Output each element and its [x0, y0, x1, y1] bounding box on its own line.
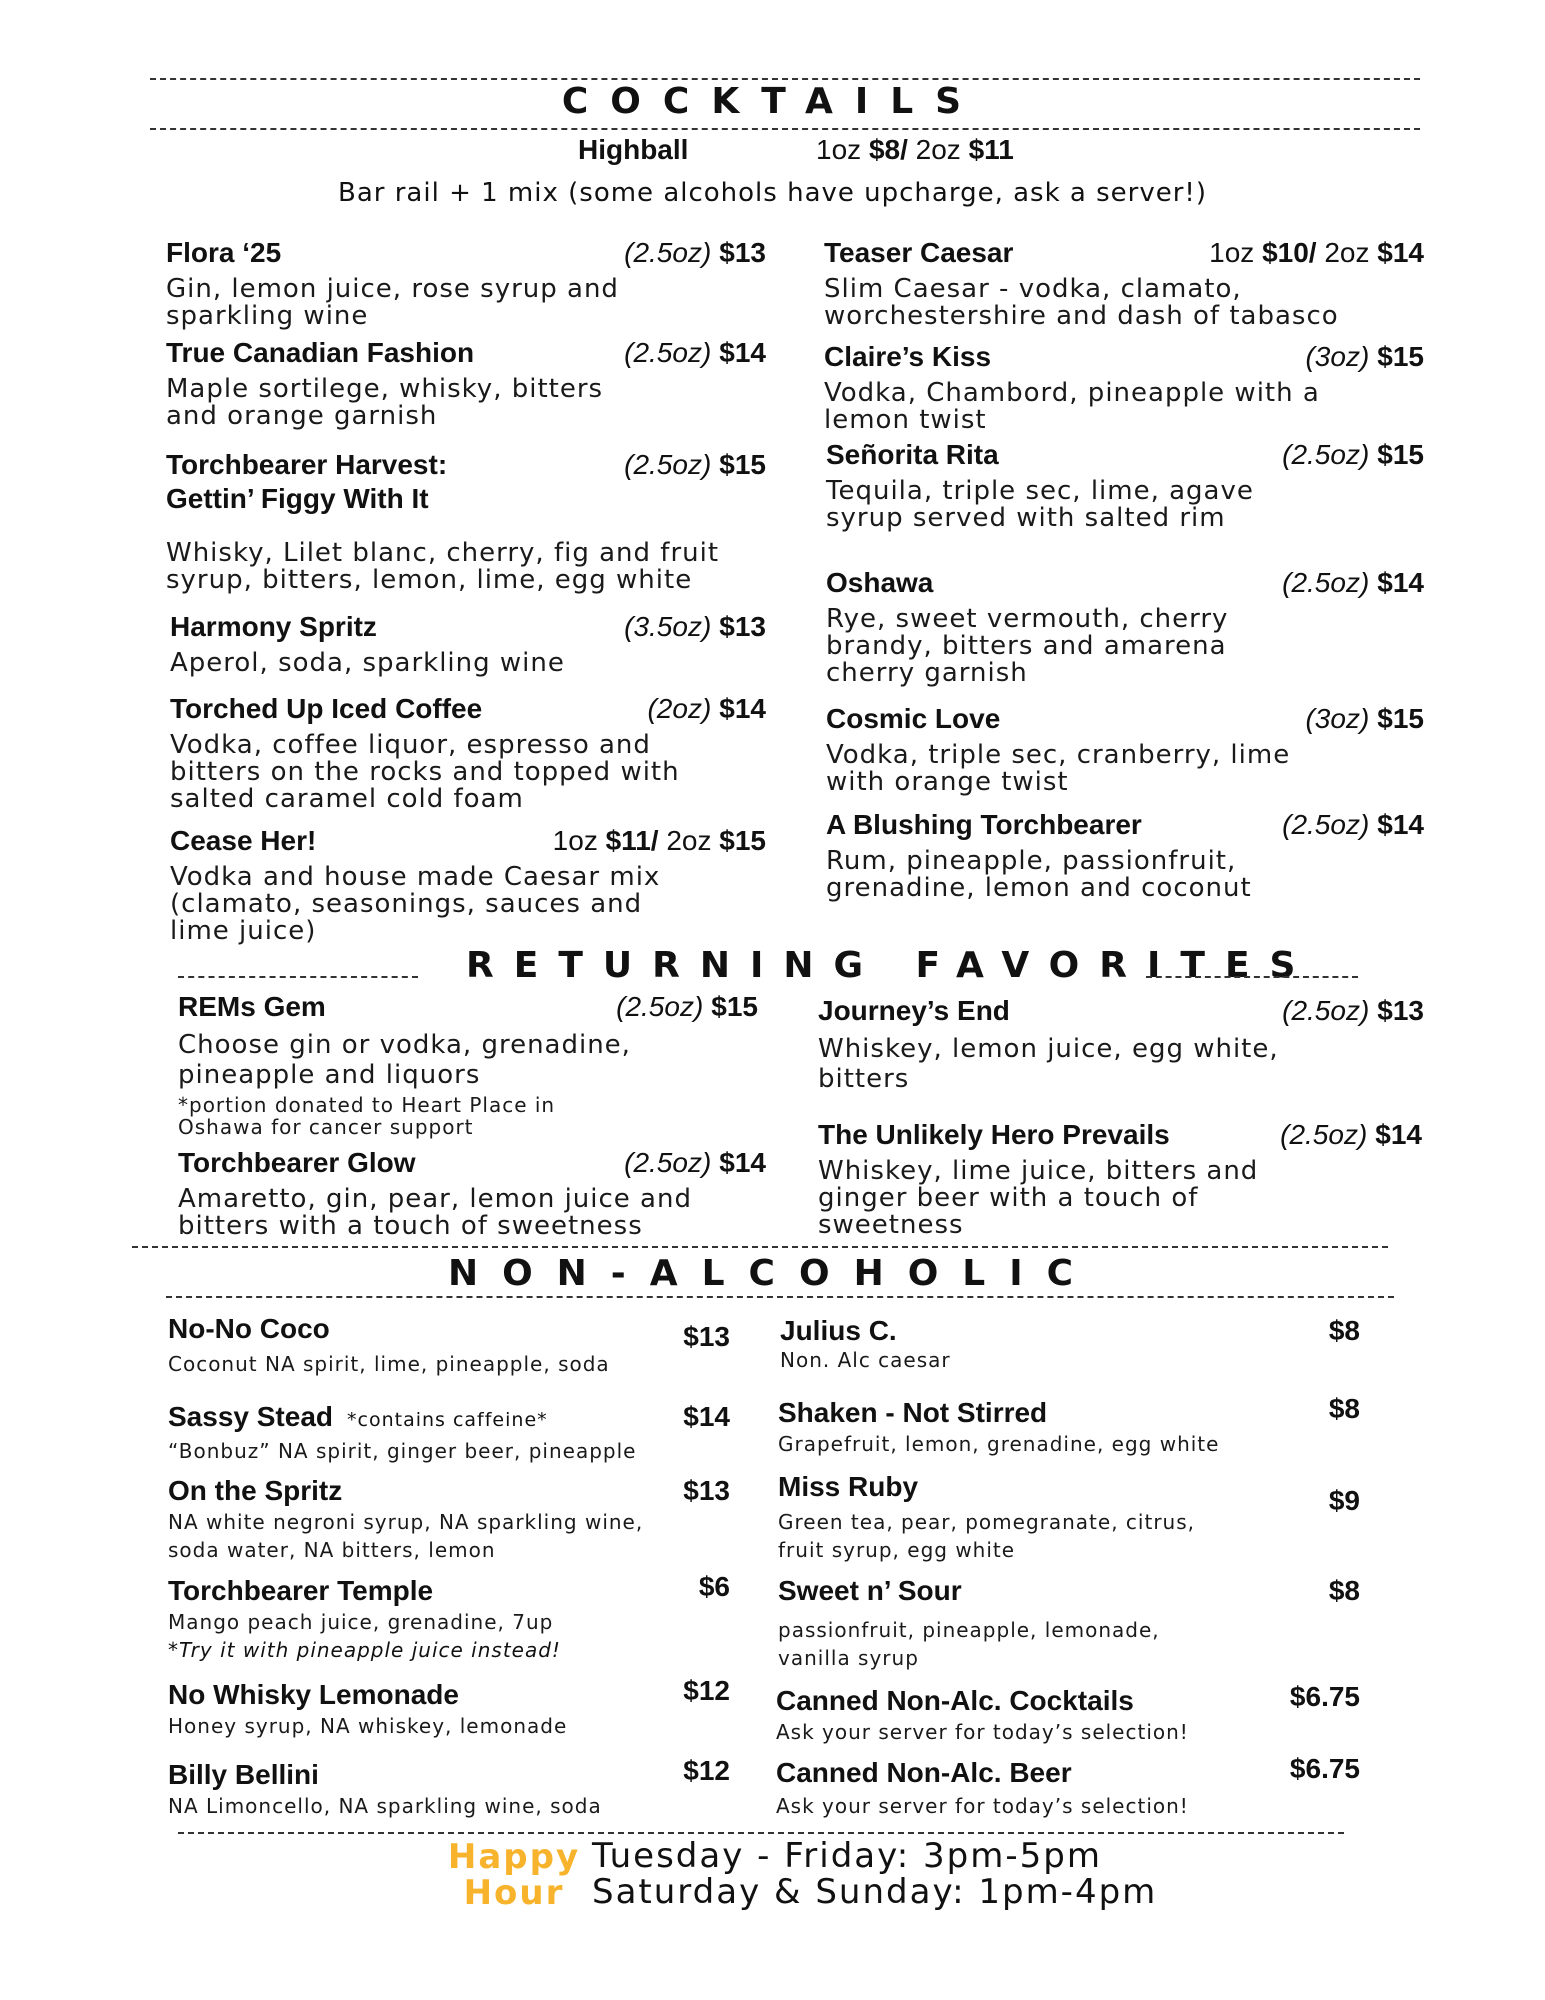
- price-size: (3oz): [1305, 703, 1370, 734]
- item-price: $8: [1328, 1393, 1360, 1424]
- item-desc: Tequila, triple sec, lime, agave syrup served with salted rim: [826, 476, 1254, 533]
- item-price: $8: [1328, 1315, 1360, 1346]
- item-desc: NA white negroni syrup, NA sparkling wine, soda water, NA bitters, lemon: [168, 1510, 644, 1562]
- item-name: Torchbearer Glow: [178, 1147, 416, 1178]
- item-name: The Unlikely Hero Prevails: [818, 1119, 1170, 1150]
- item-name: Billy Bellini: [168, 1759, 319, 1790]
- happy-hour-weekday: Tuesday - Friday: 3pm-5pm: [592, 1836, 1102, 1876]
- price-size: 1oz: [816, 134, 862, 165]
- menu-item: [166, 336, 766, 430]
- happy-hour-weekend: Saturday & Sunday: 1pm-4pm: [592, 1872, 1158, 1912]
- na-item: [168, 1474, 730, 1564]
- price-amount: $14: [719, 337, 766, 368]
- menu-item: [166, 236, 766, 330]
- item-price: [1282, 566, 1424, 600]
- item-price: [553, 824, 766, 858]
- price-amount: $14: [719, 1147, 766, 1178]
- item-desc: Choose gin or vodka, grenadine, pineapple and liquors: [178, 1030, 631, 1090]
- item-desc: Whiskey, lemon juice, egg white, bitters: [818, 1034, 1279, 1094]
- item-name: No-No Coco: [168, 1313, 330, 1344]
- menu-item: [818, 1118, 1422, 1239]
- item-name: Sweet n’ Sour: [778, 1575, 962, 1606]
- price-size: (2.5oz): [624, 237, 712, 268]
- item-price: $6.75: [1289, 1681, 1360, 1712]
- price-amount: $14: [1377, 567, 1424, 598]
- item-price: $12: [683, 1755, 730, 1786]
- item-desc: Honey syrup, NA whiskey, lemonade: [168, 1714, 568, 1738]
- price-amount: $15: [711, 991, 758, 1022]
- na-item: [776, 1681, 1360, 1746]
- item-name: Torched Up Iced Coffee: [170, 693, 483, 724]
- item-desc: Vodka, Chambord, pineapple with a lemon twist: [824, 378, 1320, 435]
- menu-item: [170, 610, 766, 677]
- item-price: [1282, 994, 1424, 1028]
- price-size: (2.5oz): [1282, 809, 1370, 840]
- item-name: A Blushing Torchbearer: [826, 809, 1142, 840]
- item-price: [1209, 236, 1424, 270]
- item-name: Canned Non-Alc. Cocktails: [776, 1685, 1134, 1716]
- item-name: Teaser Caesar: [824, 237, 1014, 268]
- item-name: Oshawa: [826, 567, 934, 598]
- price-amount: $14: [719, 693, 766, 724]
- highball-desc: Bar rail + 1 mix (some alcohols have upcharge, ask a server!): [338, 178, 1207, 208]
- price-amount: $11: [968, 134, 1014, 165]
- non-alcoholic-heading: NON-ALCOHOLIC: [447, 1253, 1098, 1294]
- item-price: [1282, 808, 1424, 842]
- divider: [178, 976, 418, 978]
- item-desc: Vodka, triple sec, cranberry, lime with orange twist: [826, 740, 1291, 797]
- price-size: 2oz: [1324, 237, 1370, 268]
- item-price: [624, 448, 766, 482]
- price-size: (2.5oz): [1282, 439, 1370, 470]
- menu-item: [826, 702, 1424, 796]
- na-item: [168, 1571, 730, 1664]
- item-desc: Maple sortilege, whisky, bitters and orange garnish: [166, 374, 604, 431]
- highball-item: [0, 130, 1545, 170]
- price-size: (2.5oz): [1280, 1119, 1368, 1150]
- price-amount: $14: [1375, 1119, 1422, 1150]
- item-price: $6.75: [1289, 1753, 1360, 1784]
- item-price: [616, 990, 758, 1024]
- price-amount: $15: [719, 825, 766, 856]
- price-amount: $10/: [1262, 237, 1317, 268]
- item-price: [1280, 1118, 1422, 1152]
- divider: [132, 1246, 1388, 1248]
- divider: [166, 1296, 1394, 1298]
- price-size: 2oz: [915, 134, 961, 165]
- item-name: Highball: [578, 134, 689, 165]
- item-name: Harmony Spritz: [170, 611, 377, 642]
- item-desc: Aperol, soda, sparkling wine: [170, 648, 565, 678]
- price-size: (2.5oz): [616, 991, 704, 1022]
- item-note: *portion donated to Heart Place in Oshawa for cancer support: [178, 1093, 556, 1139]
- price-size: (2.5oz): [624, 337, 712, 368]
- menu-item: [818, 994, 1424, 1094]
- na-item: [168, 1675, 730, 1740]
- menu-item: [824, 340, 1424, 434]
- item-name: REMs Gem: [178, 991, 326, 1022]
- price-amount: $15: [1377, 439, 1424, 470]
- price-size: (2.5oz): [624, 1147, 712, 1178]
- item-price: $13: [683, 1475, 730, 1506]
- price-size: (3.5oz): [624, 611, 712, 642]
- na-item: [778, 1393, 1360, 1458]
- item-desc: Ask your server for today’s selection!: [776, 1794, 1189, 1818]
- item-name: Torchbearer Harvest:: [166, 449, 448, 480]
- item-desc: passionfruit, pineapple, lemonade, vanilla syrup: [778, 1618, 1160, 1670]
- na-item: [168, 1400, 730, 1465]
- item-desc: Whiskey, lime juice, bitters and ginger beer with a touch of sweetness: [818, 1156, 1259, 1240]
- item-price: [647, 692, 766, 726]
- item-desc: Grapefruit, lemon, grenadine, egg white: [778, 1432, 1220, 1456]
- item-price: $8: [1328, 1575, 1360, 1606]
- price-size: (2oz): [647, 693, 712, 724]
- item-name: True Canadian Fashion: [166, 337, 475, 368]
- divider: [1146, 976, 1358, 978]
- price-size: 1oz: [552, 825, 598, 856]
- item-name: Cease Her!: [170, 825, 317, 856]
- item-name: Journey’s End: [818, 995, 1010, 1026]
- item-desc: Vodka and house made Caesar mix (clamato, seasonings, sauces and lime juice): [170, 862, 661, 946]
- item-desc: Amaretto, gin, pear, lemon juice and bitters with a touch of sweetness: [178, 1184, 692, 1241]
- price-amount: $15: [1377, 703, 1424, 734]
- item-price: $13: [683, 1321, 730, 1352]
- price-size: (3oz): [1305, 341, 1370, 372]
- menu-item: [826, 438, 1424, 532]
- item-desc: Whisky, Lilet blanc, cherry, fig and fruit syrup, bitters, lemon, lime, egg white: [166, 538, 720, 595]
- item-price: $14: [683, 1401, 730, 1432]
- na-item: [778, 1574, 1360, 1672]
- divider: [150, 78, 1420, 80]
- item-name: Torchbearer Temple: [168, 1575, 434, 1606]
- item-price: [624, 336, 766, 370]
- price-amount: $14: [1377, 237, 1424, 268]
- item-name: Miss Ruby: [778, 1471, 919, 1502]
- item-name: Julius C.: [780, 1315, 897, 1346]
- item-price: [1305, 702, 1424, 736]
- price-amount: $15: [1377, 341, 1424, 372]
- item-desc: Slim Caesar - vodka, clamato, worchestershire and dash of tabasco: [824, 274, 1339, 331]
- item-price: $9: [1328, 1485, 1360, 1516]
- happy-hour-label: Happy: [447, 1837, 581, 1877]
- item-price: $6: [698, 1571, 730, 1602]
- item-note: *Try it with pineapple juice instead!: [168, 1638, 561, 1662]
- divider: [178, 1832, 1344, 1834]
- item-name-line-2: Gettin’ Figgy With It: [166, 483, 429, 514]
- price-size: (2.5oz): [1282, 567, 1370, 598]
- item-desc: Rum, pineapple, passionfruit, grenadine, lemon and coconut: [826, 846, 1252, 903]
- price-amount: $13: [719, 237, 766, 268]
- item-tag: *contains caffeine*: [347, 1409, 548, 1431]
- menu-item: [826, 566, 1424, 687]
- price-size: 2oz: [666, 825, 712, 856]
- item-price: [1282, 438, 1424, 472]
- item-desc: “Bonbuz” NA spirit, ginger beer, pineapple: [168, 1439, 637, 1463]
- menu-item: [826, 808, 1424, 902]
- item-desc: Rye, sweet vermouth, cherry brandy, bitters and amarena cherry garnish: [826, 604, 1229, 688]
- menu-item: [178, 1146, 766, 1240]
- item-price: [624, 610, 766, 644]
- item-price: [624, 236, 766, 270]
- item-desc: Ask your server for today’s selection!: [776, 1720, 1189, 1744]
- happy-hour-label: Hour: [463, 1873, 565, 1913]
- item-desc: Gin, lemon juice, rose syrup and sparkling wine: [166, 274, 619, 331]
- item-name: Sassy Stead: [168, 1401, 333, 1432]
- price-amount: $13: [719, 611, 766, 642]
- item-desc: Mango peach juice, grenadine, 7up: [168, 1610, 554, 1634]
- na-item: [168, 1755, 730, 1820]
- price-amount: $8/: [868, 134, 908, 165]
- item-name: On the Spritz: [168, 1475, 343, 1506]
- item-price: $12: [683, 1675, 730, 1706]
- item-name: Flora ‘25: [166, 237, 282, 268]
- cocktails-heading: COCKTAILS: [561, 81, 984, 122]
- item-price: [816, 130, 1014, 170]
- price-amount: $15: [719, 449, 766, 480]
- na-item: [778, 1470, 1360, 1564]
- item-name: Cosmic Love: [826, 703, 1001, 734]
- item-name: Claire’s Kiss: [824, 341, 992, 372]
- returning-heading: RETURNING FAVORITES: [466, 945, 1316, 986]
- item-name: Canned Non-Alc. Beer: [776, 1757, 1072, 1788]
- item-desc: Non. Alc caesar: [780, 1348, 951, 1372]
- price-amount: $14: [1377, 809, 1424, 840]
- item-name: Señorita Rita: [826, 439, 999, 470]
- price-amount: $13: [1377, 995, 1424, 1026]
- item-price: [1305, 340, 1424, 374]
- item-name: Shaken - Not Stirred: [778, 1397, 1048, 1428]
- na-item: [780, 1314, 1360, 1372]
- item-desc: NA Limoncello, NA sparkling wine, soda: [168, 1794, 602, 1818]
- item-desc: Coconut NA spirit, lime, pineapple, soda: [168, 1352, 610, 1376]
- price-amount: $11/: [605, 825, 659, 856]
- item-price: [624, 1146, 766, 1180]
- menu-item: [166, 448, 766, 594]
- item-desc: Vodka, coffee liquor, espresso and bitters on the rocks and topped with salted caramel cold foam: [170, 730, 680, 814]
- menu-item: [170, 692, 766, 813]
- price-size: (2.5oz): [1282, 995, 1370, 1026]
- menu-item: [178, 990, 758, 1138]
- price-size: 1oz: [1209, 237, 1255, 268]
- menu-item: [170, 824, 766, 945]
- na-item: [776, 1753, 1360, 1820]
- na-item: [168, 1312, 730, 1378]
- item-name: No Whisky Lemonade: [168, 1679, 459, 1710]
- menu-item: [824, 236, 1424, 330]
- item-desc: Green tea, pear, pomegranate, citrus, fruit syrup, egg white: [778, 1510, 1195, 1562]
- price-size: (2.5oz): [624, 449, 712, 480]
